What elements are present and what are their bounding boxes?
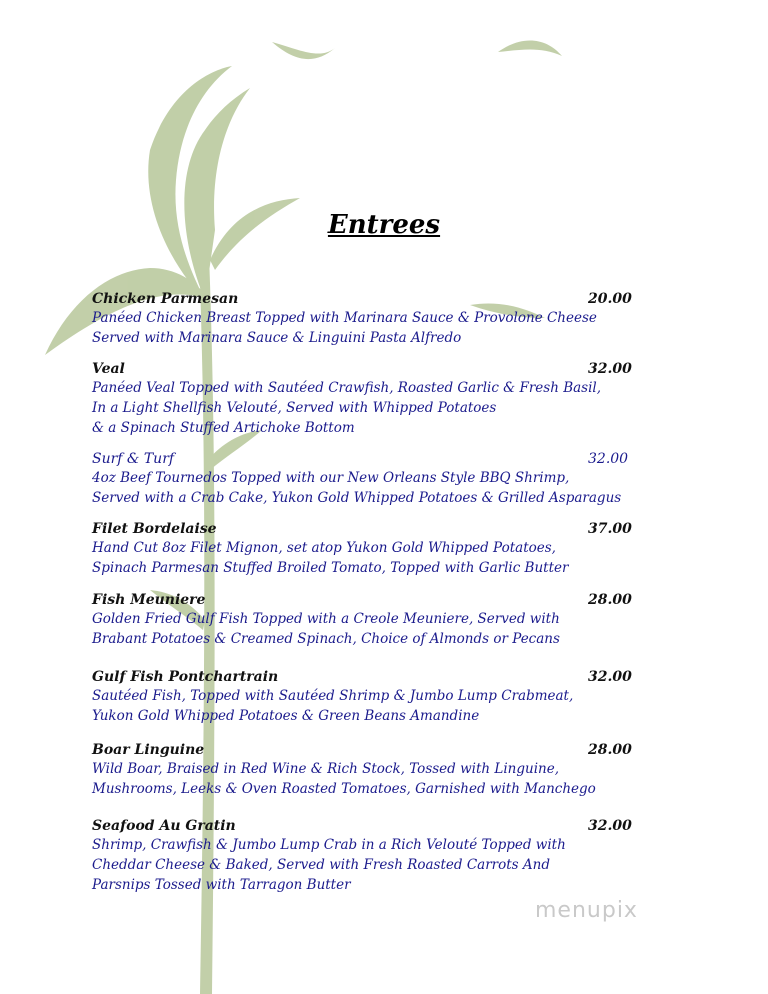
menu-item-name: Gulf Fish Pontchartrain [92, 669, 279, 685]
menu-item [92, 741, 652, 799]
menu-item-desc-line: Wild Boar, Braised in Red Wine & Rich Stock, Tossed with Linguine, [92, 761, 559, 777]
menu-item-desc-line: Cheddar Cheese & Baked, Served with Fresh Roasted Carrots And [92, 857, 550, 873]
menu-item-name: Chicken Parmesan [92, 291, 239, 307]
menu-item-price: 32.00 [588, 361, 632, 377]
menu-item-desc-line: & a Spinach Stuffed Artichoke Bottom [92, 420, 355, 436]
menu-item-desc-line: Brabant Potatoes & Creamed Spinach, Choice of Almonds or Pecans [92, 631, 560, 647]
menu-item-price: 37.00 [588, 521, 632, 537]
menu-item [92, 520, 652, 578]
menu-item-desc-line: 4oz Beef Tournedos Topped with our New Orleans Style BBQ Shrimp, [92, 470, 570, 486]
menu-item-desc-line: In a Light Shellfish Velouté, Served with Whipped Potatoes [92, 400, 497, 416]
menupix-watermark: menupix [535, 898, 638, 923]
menu-item-name: Boar Linguine [92, 742, 205, 758]
menu-item-desc-line: Spinach Parmesan Stuffed Broiled Tomato, Topped with Garlic Butter [92, 560, 569, 576]
menu-item-desc-line: Golden Fried Gulf Fish Topped with a Creole Meuniere, Served with [92, 611, 560, 627]
menu-item-price: 28.00 [588, 592, 632, 608]
menu-item-desc-line: Panéed Chicken Breast Topped with Marinara Sauce & Provolone Cheese [92, 310, 597, 326]
menu-item-price: 32.00 [588, 669, 632, 685]
menu-item [92, 591, 652, 649]
menu-item-desc-line: Panéed Veal Topped with Sautéed Crawfish, Roasted Garlic & Fresh Basil, [92, 380, 602, 396]
menu-item-name: Filet Bordelaise [92, 521, 217, 537]
menu-item [92, 668, 652, 726]
menu-item-price: 20.00 [588, 291, 632, 307]
menu-item-desc-line: Hand Cut 8oz Filet Mignon, set atop Yukon Gold Whipped Potatoes, [92, 540, 556, 556]
menu-item-name: Seafood Au Gratin [92, 818, 236, 834]
menu-item [92, 450, 652, 508]
menu-item-price: 32.00 [588, 451, 629, 467]
menu-item-name: Veal [92, 361, 125, 377]
menu-item-desc-line: Sautéed Fish, Topped with Sautéed Shrimp & Jumbo Lump Crabmeat, [92, 688, 574, 704]
menu-item-price: 28.00 [588, 742, 632, 758]
menu-item-price: 32.00 [588, 818, 632, 834]
menu-item [92, 290, 652, 348]
menu-item-desc-line: Parsnips Tossed with Tarragon Butter [92, 877, 351, 893]
menu-item-desc-line: Yukon Gold Whipped Potatoes & Green Beans Amandine [92, 708, 480, 724]
menu-item [92, 360, 652, 438]
menu-item [92, 817, 652, 895]
page-title: Entrees [327, 210, 441, 240]
menu-item-name: Surf & Turf [92, 451, 175, 467]
menu-item-desc-line: Shrimp, Crawfish & Jumbo Lump Crab in a Rich Velouté Topped with [92, 837, 566, 853]
menu-item-name: Fish Meuniere [92, 592, 206, 608]
menu-item-desc-line: Served with Marinara Sauce & Linguini Pasta Alfredo [92, 330, 462, 346]
menu-item-desc-line: Mushrooms, Leeks & Oven Roasted Tomatoes, Garnished with Manchego [92, 781, 596, 797]
menu-item-desc-line: Served with a Crab Cake, Yukon Gold Whipped Potatoes & Grilled Asparagus [92, 490, 622, 506]
